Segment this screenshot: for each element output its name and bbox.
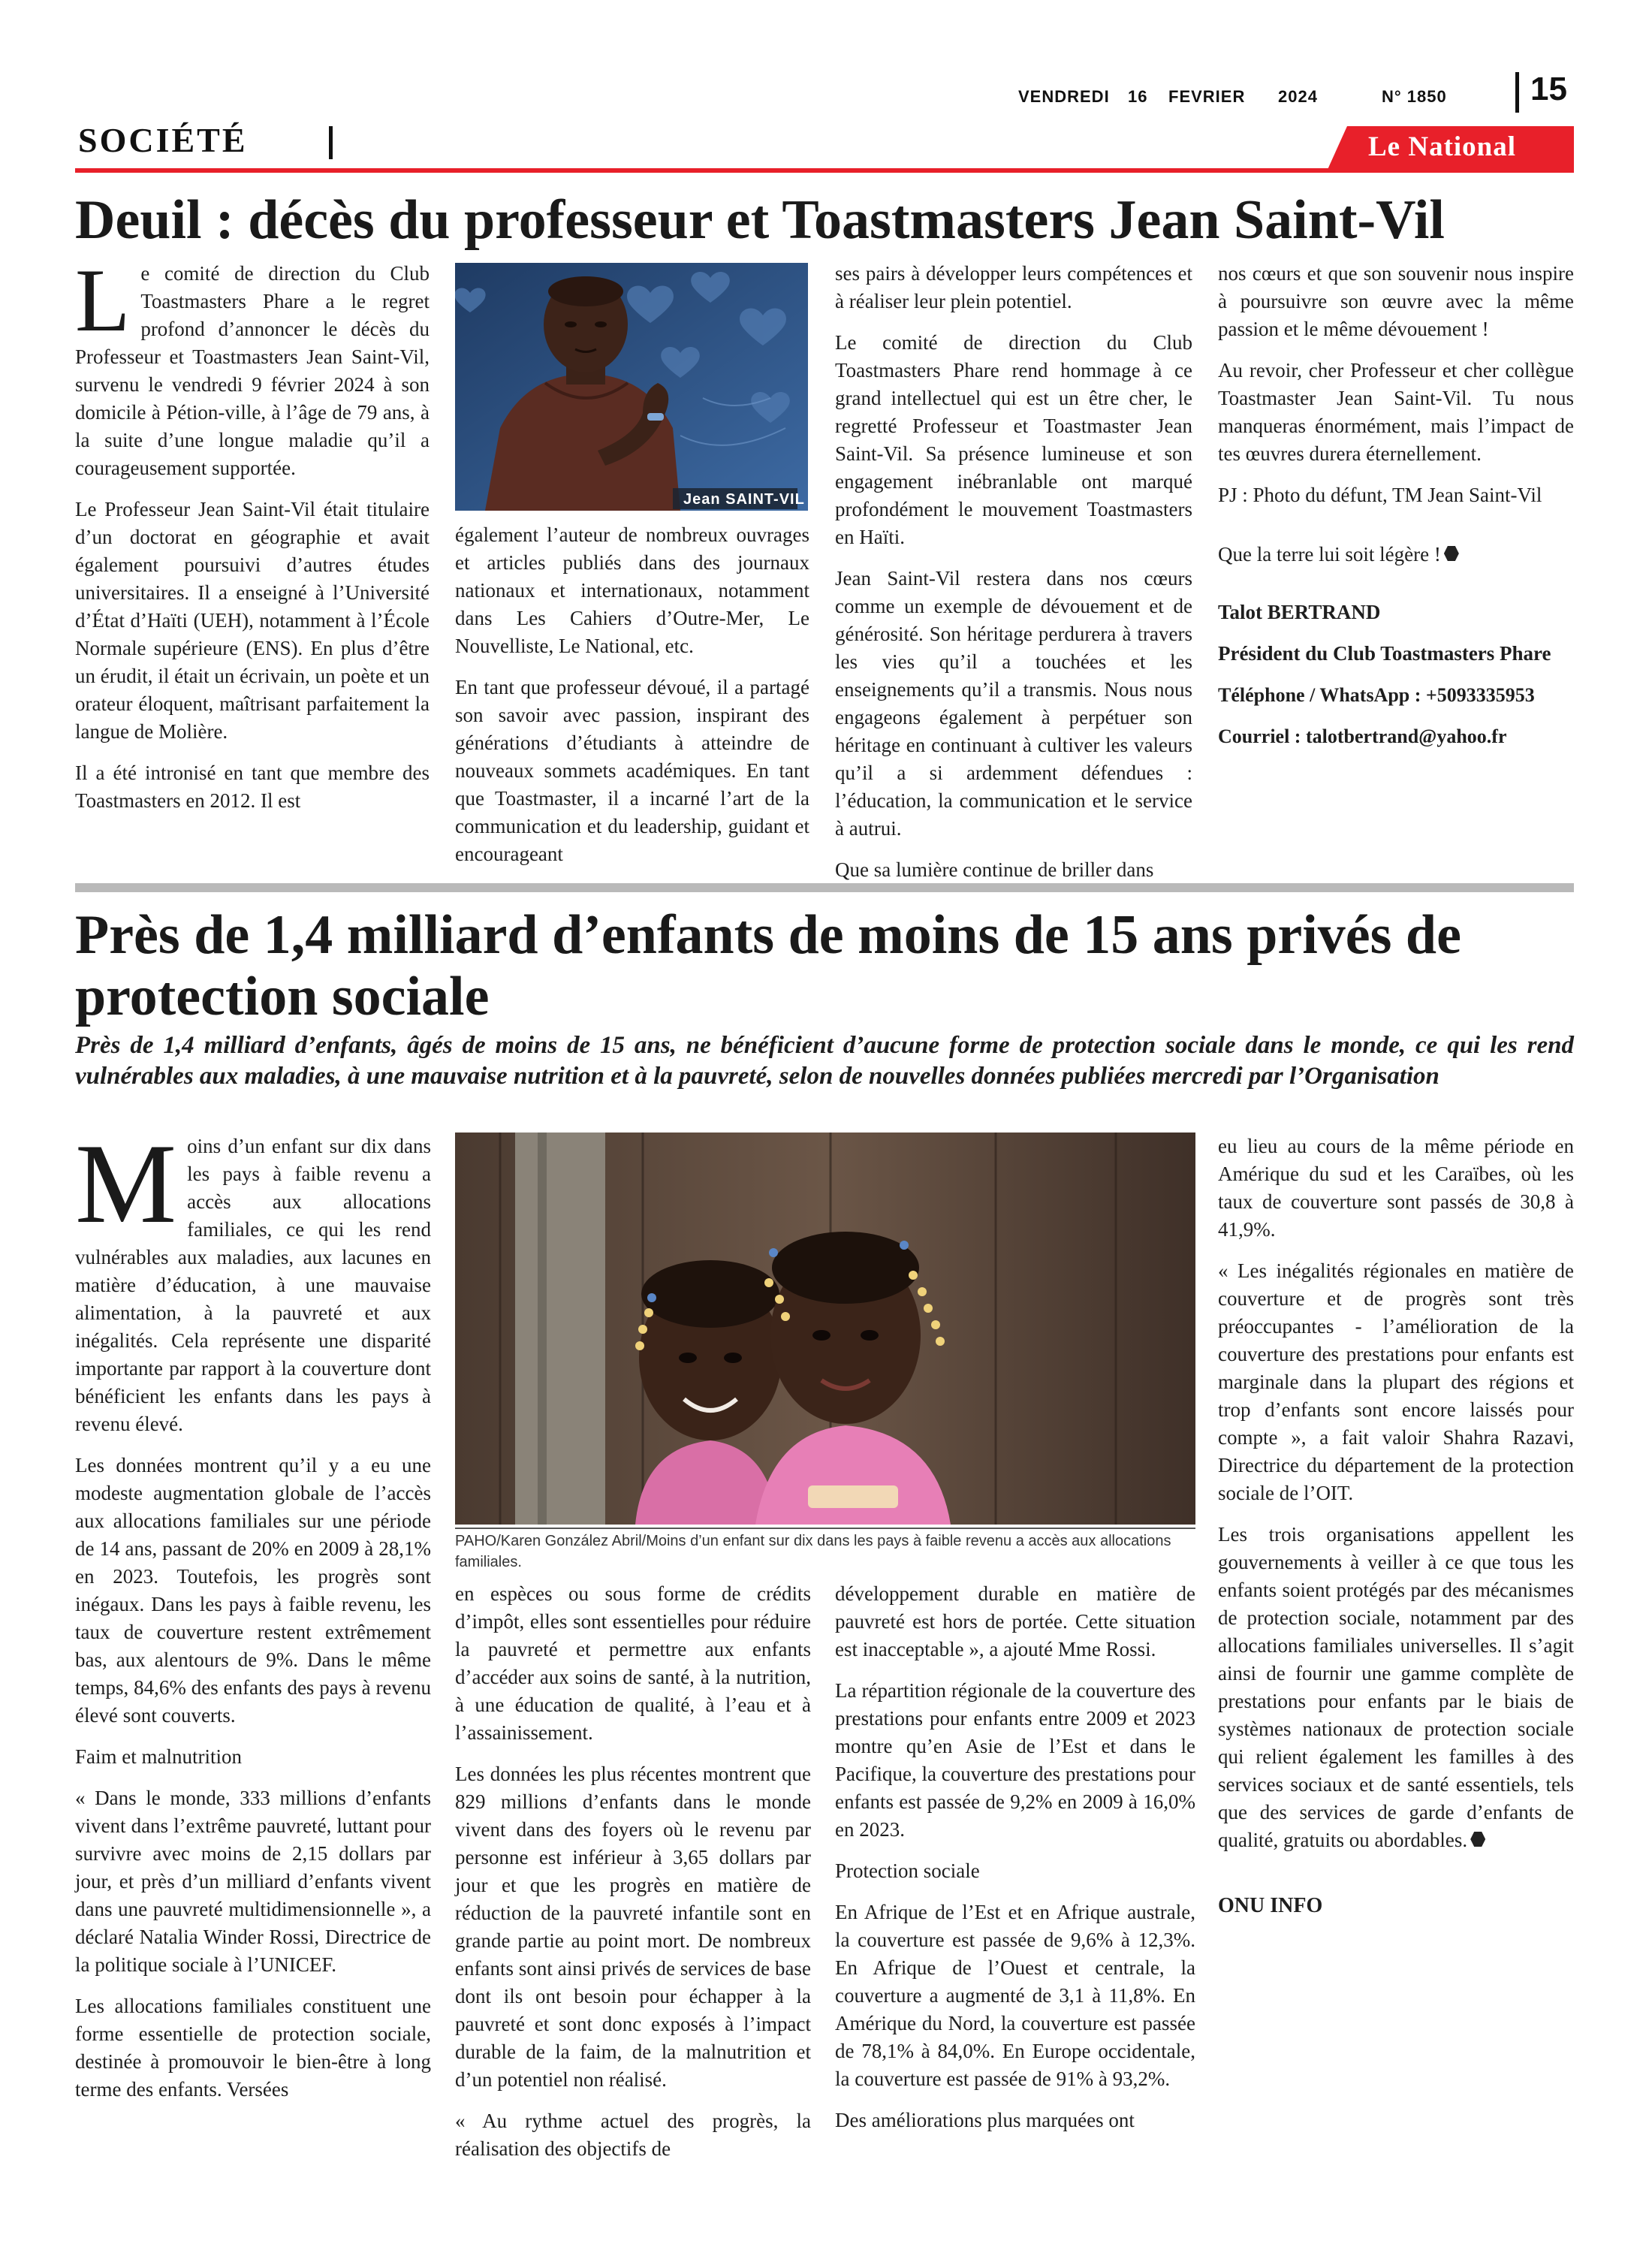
signature-role: Président du Club Toastmasters Phare xyxy=(1218,642,1551,665)
article1-column-3 xyxy=(835,260,1192,897)
header-red-rule xyxy=(75,168,1574,173)
article1-paragraph: Le Professeur Jean Saint-Vil était titulaire d’un doctorat en géographie et avait également poursuivi d’autres études universitaires. Il a enseigné à l’Université d’État d’Haïti (UEH), notamment à l’École Normale supérieure (ENS). En plus d’être un érudit, il était un écrivain, un poète et un orateur éloquent, maîtrisant parfaitement la langue de Molière. xyxy=(75,498,430,743)
article2-title xyxy=(75,904,1577,1027)
article1-paragraph: nos cœurs et que son souvenir nous inspire à poursuivre son œuvre avec la même passion et le même dévouement ! xyxy=(1218,262,1574,340)
article1-paragraph: Jean Saint-Vil restera dans nos cœurs comme un exemple de dévouement et de générosité. Son héritage perdurera à travers les vies qu’il a touchées et les enseignements qu’il a transmis. Nous nous engageons également à perpétuer son héritage en continuant à cultiver les valeurs qu’il a si ardemment défendues : l’éducation, la communication et le service à autrui. xyxy=(835,567,1192,840)
article2-subheading: Faim et malnutrition xyxy=(75,1745,242,1768)
article2-column-4 xyxy=(1218,1133,1574,1933)
article2-paragraph: « Les inégalités régionales en matière de couverture et de progrès sont très préoccupantes - l’amélioration de la couverture des prestations pour enfants est marginale dans la plupart des régions et trop d’enfants sont encore laissés pour compte », a fait valoir Shahra Razavi, Directrice du département de la protection sociale de l’OIT. xyxy=(1218,1259,1574,1504)
article1-paragraph: En tant que professeur dévoué, il a partagé son savoir avec passion, inspirant des générations d’étudiants à atteindre de nouveaux sommets académiques. En tant que Toastmaster, il a incarné l’art de la communication et du leadership, guidant et encourageant xyxy=(455,676,809,865)
page-number-divider xyxy=(1515,72,1519,113)
page-number: 15 xyxy=(1530,71,1567,107)
article1-paragraph: Que sa lumière continue de briller dans xyxy=(835,858,1154,881)
article1-paragraph: PJ : Photo du défunt, TM Jean Saint-Vil xyxy=(1218,484,1542,506)
portrait-photo xyxy=(455,263,808,511)
article2-paragraph: développement durable en matière de pauvreté est hors de portée. Cette situation est inacceptable », a ajouté Mme Rossi. xyxy=(835,1582,1195,1660)
article2-paragraph: Les données montrent qu’il y a eu une modeste augmentation globale de l’accès aux allocations familiales sur une période de 14 ans, passant de 20% en 2009 à 28,1% en 2023. Toutefois, les progrès sont inégaux. Dans les pays à faible revenu, les taux de couverture restent extrêmement bas, aux alentours de 9%. Dans le même temps, 84,6% des enfants des pays à revenu élevé sont couverts. xyxy=(75,1454,431,1727)
article1-column-2 xyxy=(455,521,809,882)
article1-paragraph: e comité de direction du Club Toastmasters Phare a le regret profond d’annoncer le décès du Professeur et Toastmasters Jean Saint-Vil, survenu le vendredi 9 février 2024 à son domicile à Pétion-ville, à l’âge de 79 ans, à la suite d’une longue maladie qu’il a courageusement supportée. xyxy=(75,262,430,479)
article2-paragraph: en espèces ou sous forme de crédits d’impôt, elles sont essentielles pour réduire la pauvreté et permettre aux enfants d’accéder aux soins de santé, à la nutrition, à une éducation de qualité, à l’eau et à l’assainissement. xyxy=(455,1582,811,1744)
article1-paragraph: Il a été intronisé en tant que membre des Toastmasters en 2012. Il est xyxy=(75,762,430,812)
brand-name: Le National xyxy=(1368,131,1517,162)
header-month: FEVRIER xyxy=(1168,87,1246,106)
section-divider xyxy=(329,126,333,159)
article2-subheading: Protection sociale xyxy=(835,1859,980,1882)
article2-title-line-2: protection sociale xyxy=(75,966,490,1027)
header-date: 16 xyxy=(1128,87,1148,106)
section-label: SOCIÉTÉ xyxy=(78,121,248,159)
article1-drop-cap: L xyxy=(75,250,131,350)
children-photo-caption: PAHO/Karen González Abril/Moins d’un enfant sur dix dans les pays à faible revenu a accès aux allocations familiales. xyxy=(455,1533,1171,1570)
children-illustration xyxy=(455,1133,1195,1525)
photo-caption-rule xyxy=(455,1528,1195,1529)
article1-column-4 xyxy=(1218,260,1574,764)
article2-paragraph: eu lieu au cours de la même période en Amérique du sud et les Caraïbes, où les taux de couverture sont passés de 30,8 à 41,9%. xyxy=(1218,1135,1574,1241)
end-mark-icon xyxy=(1470,1832,1485,1847)
article2-column-3 xyxy=(835,1580,1195,2148)
article2-drop-cap: M xyxy=(75,1120,177,1247)
portrait-label: Jean SAINT-VIL xyxy=(683,491,805,508)
article1-paragraph: Le comité de direction du Club Toastmasters Phare rend hommage à ce grand intellectuel qui est un être cher, le regretté Professeur et Toastmaster Jean Saint-Vil. Sa présence lumineuse et son engagement inébranlable ont marqué profondément le mouvement Toastmasters en Haïti. xyxy=(835,331,1192,548)
article1-column-1 xyxy=(75,250,430,828)
article2-paragraph: oins d’un enfant sur dix dans les pays à faible revenu a accès aux allocations familiales, ce qui les rend vulnérables aux maladies, aux lacunes en matière d’éducation, à une mauvaise alimentation, à la pauvreté et aux inégalités. Cela représente une disparité importante par rapport à la couverture dont bénéficient les enfants dans les pays à revenu élevé. xyxy=(75,1135,431,1435)
article1-paragraph: Au revoir, cher Professeur et cher collègue Toastmaster Jean Saint-Vil. Tu nous manqueras énormément, mais l’impact de tes œuvres durera éternellement. xyxy=(1218,359,1574,465)
signature-phone: Téléphone / WhatsApp : +5093335953 xyxy=(1218,684,1535,706)
children-photo xyxy=(455,1133,1195,1525)
article2-lead: Près de 1,4 milliard d’enfants, âgés de moins de 15 ans, ne bénéficient d’aucune forme de protection sociale dans le monde, ce qui les rend vulnérables aux maladies, à une mauvaise nutrition et à la pauvreté, selon de nouvelles données publiées mercredi par l’Organisation xyxy=(75,1032,1574,1090)
article1-paragraph: également l’auteur de nombreux ouvrages et articles publiés dans des journaux nationaux et internationaux, notamment dans Les Cahiers d’Outre-Mer, Le Nouvelliste, Le National, etc. xyxy=(455,523,809,657)
header-day: VENDREDI xyxy=(1018,87,1110,106)
header-issue: N° 1850 xyxy=(1382,87,1447,106)
end-mark-icon xyxy=(1444,546,1459,561)
portrait-illustration xyxy=(455,263,808,511)
article1-title: Deuil : décès du professeur et Toastmasters Jean Saint-Vil xyxy=(75,189,1445,251)
signature-name: Talot BERTRAND xyxy=(1218,601,1381,623)
article2-paragraph: Les trois organisations appellent les gouvernements à veiller à ce que tous les enfants soient protégés par des mécanismes de protection sociale, notamment par des allocations familiales universelles. Il s’agit ainsi de fournir une gamme complète de prestations pour enfants par le biais de systèmes nationaux de protection sociale qui relient également les familles à des services sociaux et de santé essentiels, tels que des services de garde d’enfants de qualité, gratuits ou abordables. xyxy=(1218,1523,1574,1851)
article2-title-line-1: Près de 1,4 milliard d’enfants de moins de 15 ans privés de xyxy=(75,904,1461,966)
article2-paragraph: La répartition régionale de la couverture des prestations pour enfants entre 2009 et 2023 montre qu’en Asie de l’Est et dans le Pacifique, la couverture des prestations pour enfants est passée de 9,2% en 2009 à 16,0% en 2023. xyxy=(835,1679,1195,1841)
article2-paragraph: « Dans le monde, 333 millions d’enfants vivent dans l’extrême pauvreté, luttant pour survivre avec moins de 2,15 dollars par jour, et près d’un milliard d’enfants vivent dans une pauvreté multidimensionnelle », a déclaré Natalia Winder Rossi, Directrice de la politique sociale à l’UNICEF. xyxy=(75,1787,431,1976)
signature-email: Courriel : talotbertrand@yahoo.fr xyxy=(1218,725,1507,747)
article2-column-2 xyxy=(455,1580,811,2176)
article2-paragraph: Les données les plus récentes montrent que 829 millions d’enfants dans le monde vivent dans des foyers où le revenu par personne est inférieur à 3,65 dollars par jour et que les progrès en matière de réduction de la pauvreté infantile sont en grande partie au point mort. De nombreux enfants sont ainsi privés de services de base dont ils ont besoin pour échapper à la pauvreté et sont donc exposés à l’impact durable de la faim, de la malnutrition et d’un potentiel non réalisé. xyxy=(455,1763,811,2091)
article1-paragraph: ses pairs à développer leurs compétences et à réaliser leur plein potentiel. xyxy=(835,262,1192,312)
header-year: 2024 xyxy=(1278,87,1318,106)
article2-paragraph: « Au rythme actuel des progrès, la réalisation des objectifs de xyxy=(455,2110,811,2160)
article2-source: ONU INFO xyxy=(1218,1894,1323,1917)
article2-paragraph: Les allocations familiales constituent une forme essentielle de protection sociale, destinée à promouvoir le bien-être à long terme des enfants. Versées xyxy=(75,1995,431,2101)
article2-column-1 xyxy=(75,1120,431,2117)
article2-paragraph: En Afrique de l’Est et en Afrique australe, la couverture est passée de 9,6% à 12,3%. En Afrique de l’Ouest et centrale, la couverture a augmenté de 3,1 à 11,8%. En Amérique du Nord, la couverture est passée de 78,1% à 84,0%. En Europe occidentale, la couverture est passée de 91% à 93,2%. xyxy=(835,1901,1195,2090)
article1-closing: Que la terre lui soit légère ! xyxy=(1218,543,1441,566)
article2-paragraph: Des améliorations plus marquées ont xyxy=(835,2109,1135,2131)
article-separator xyxy=(75,883,1574,892)
